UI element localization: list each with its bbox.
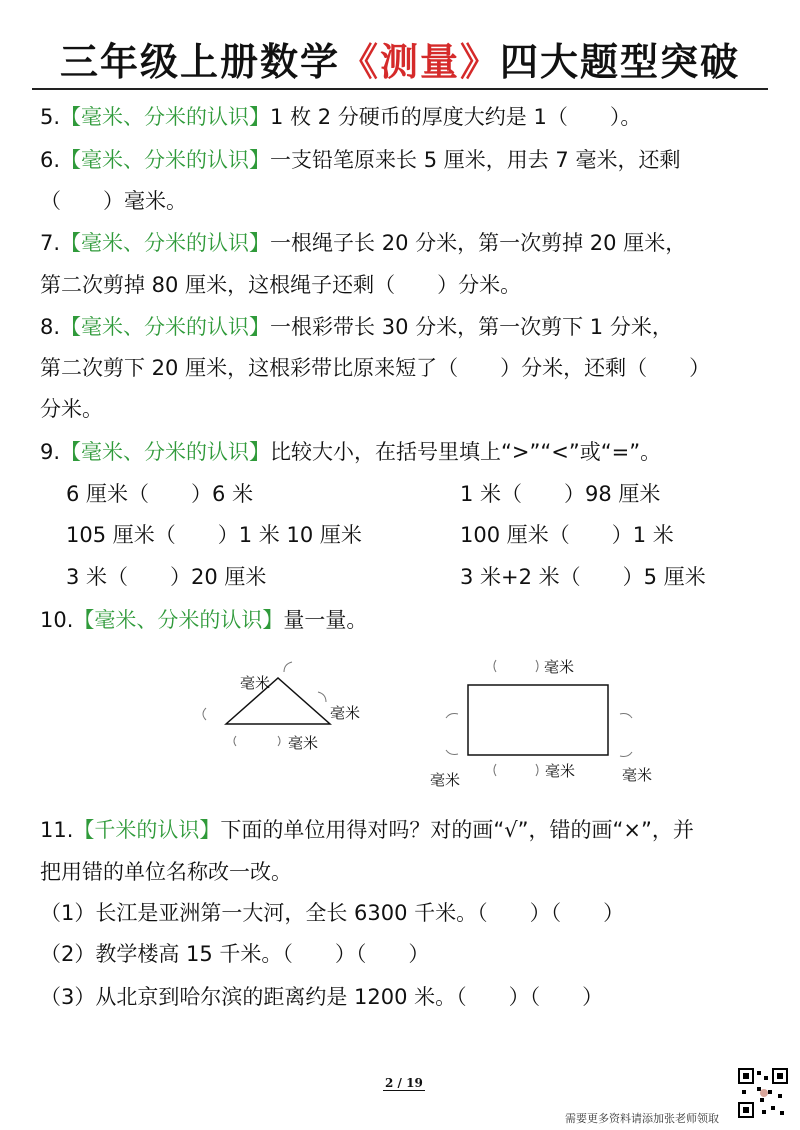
- title-underline: [32, 88, 768, 90]
- paren-mark: [620, 752, 632, 757]
- triangle-bottom-unit: 毫米: [288, 734, 319, 752]
- measure-figures: [0, 640, 800, 800]
- question-tag: 【千米的认识】: [73, 818, 221, 842]
- question-9: [40, 437, 661, 467]
- paren-mark: [536, 764, 538, 776]
- question-5: [40, 102, 641, 132]
- compare-item: 100 厘米（ ）1 米: [460, 523, 674, 547]
- question-8: [40, 312, 673, 342]
- compare-item: 105 厘米（ ）1 米 10 厘米: [66, 523, 362, 547]
- paren-mark: [318, 692, 326, 702]
- question-number: 7.: [40, 231, 61, 255]
- question-text: 比较大小，在括号里填上“>”“<”或“=”。: [270, 440, 662, 464]
- rect-bottom-unit: 毫米: [545, 762, 576, 780]
- paren-mark: [536, 660, 538, 672]
- question-number: 11.: [40, 818, 74, 842]
- question-tag: 【毫米、分米的认识】: [60, 440, 271, 464]
- question-number: 10.: [40, 608, 74, 632]
- question-text: 1 枚 2 分硬币的厚度大约是 1（ ）。: [270, 105, 642, 129]
- paren-mark: [284, 662, 292, 672]
- question-11-line-2: 把用错的单位名称改一改。: [40, 860, 292, 884]
- question-number: 6.: [40, 148, 61, 172]
- paren-mark: [620, 714, 632, 719]
- question-11-item-3: （3）从北京到哈尔滨的距离约是 1200 米。（ ）（ ）: [40, 985, 604, 1009]
- rect-left-unit: 毫米: [430, 771, 461, 789]
- paren-mark: [494, 764, 496, 776]
- paren-mark: [446, 750, 458, 755]
- rect-right-unit: 毫米: [622, 766, 653, 784]
- question-11-item-2: （2）教学楼高 15 千米。（ ）（ ）: [40, 942, 430, 966]
- question-text: 一支铅笔原来长 5 厘米，用去 7 毫米，还剩: [270, 148, 681, 172]
- question-11-item-1: （1）长江是亚洲第一大河，全长 6300 千米。（ ）（ ）: [40, 901, 625, 925]
- question-text: 一根彩带长 30 分米，第一次剪下 1 分米，: [270, 315, 673, 339]
- question-number: 9.: [40, 440, 61, 464]
- paren-mark: [234, 736, 236, 746]
- question-text: 下面的单位用得对吗？对的画“√”，错的画“×”，并: [220, 818, 694, 842]
- triangle-right-unit: 毫米: [330, 704, 361, 722]
- question-text: 量一量。: [283, 608, 368, 632]
- compare-item: 3 米（ ）20 厘米: [66, 565, 267, 589]
- paren-mark: [278, 736, 280, 746]
- question-8-line-2: 第二次剪下 20 厘米，这根彩带比原来短了（ ）分米，还剩（ ）: [40, 356, 711, 380]
- rect-top-unit: 毫米: [544, 658, 575, 676]
- question-tag: 【毫米、分米的认识】: [73, 608, 284, 632]
- qr-code-icon: [738, 1068, 788, 1118]
- question-7: [40, 228, 686, 258]
- page-title: [0, 38, 800, 86]
- footer-note: 需要更多资料请添加张老师领取: [565, 1112, 719, 1125]
- title-part-3: 四大题型突破: [500, 39, 741, 84]
- question-7-line-2: 第二次剪掉 80 厘米，这根绳子还剩（ ）分米。: [40, 273, 522, 297]
- compare-item: 1 米（ ）98 厘米: [460, 482, 661, 506]
- question-text: 一根绳子长 20 分米，第一次剪掉 20 厘米，: [270, 231, 687, 255]
- question-tag: 【毫米、分米的认识】: [60, 148, 271, 172]
- question-6: [40, 145, 680, 175]
- compare-item: 3 米+2 米（ ）5 厘米: [460, 565, 706, 589]
- compare-item: 6 厘米（ ）6 米: [66, 482, 254, 506]
- question-number: 8.: [40, 315, 61, 339]
- question-8-line-3: 分米。: [40, 397, 103, 421]
- triangle-left-unit: 毫米: [240, 674, 271, 692]
- question-number: 5.: [40, 105, 61, 129]
- question-tag: 【毫米、分米的认识】: [60, 105, 271, 129]
- title-part-2: 《测量》: [339, 39, 500, 84]
- question-10: [40, 605, 367, 635]
- page-number: 2 / 19: [385, 1076, 423, 1090]
- paren-mark: [446, 714, 458, 719]
- question-6-line-2: （ ）毫米。: [40, 189, 187, 213]
- rectangle-shape: [468, 685, 608, 755]
- question-tag: 【毫米、分米的认识】: [60, 231, 271, 255]
- question-11: [40, 815, 694, 845]
- paren-mark: [494, 660, 496, 672]
- title-part-1: 三年级上册数学: [59, 39, 340, 84]
- question-tag: 【毫米、分米的认识】: [60, 315, 271, 339]
- paren-mark: [203, 708, 206, 720]
